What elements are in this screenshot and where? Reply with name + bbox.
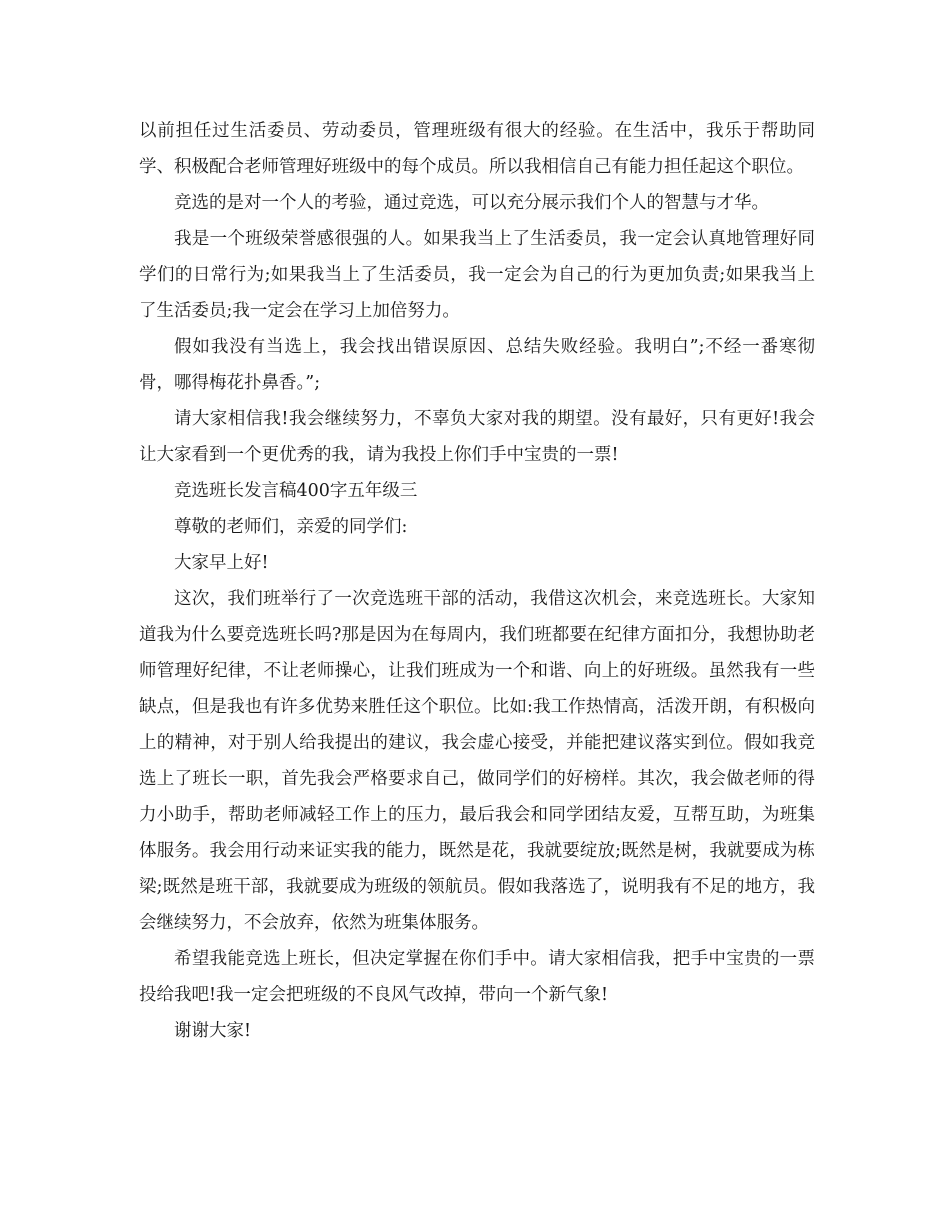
paragraph-2: 竞选的是对一个人的考验，通过竞选，可以充分展示我们个人的智慧与才华。 [174,193,769,213]
document-body [139,113,815,1049]
paragraph-3: 我是一个班级荣誉感很强的人。如果我当上了生活委员，我一定会认真地管理好同学们的日常行为;如果我当上了生活委员，我一定会为自己的行为更加负责;如果我当上了生活委员;我一定会在学习上加倍努力。 [139,229,815,321]
salutation: 尊敬的老师们，亲爱的同学们: [174,517,408,537]
thanks: 谢谢大家! [174,1021,252,1041]
paragraph-1: 以前担任过生活委员、劳动委员，管理班级有很大的经验。在生活中，我乐于帮助同学、积极配合老师管理好班级中的每个成员。所以我相信自己有能力担任起这个职位。 [139,121,815,177]
paragraph-closing: 希望我能竞选上班长，但决定掌握在你们手中。请大家相信我，把手中宝贵的一票投给我吧!我一定会把班级的不良风气改掉，带向一个新气象! [139,949,815,1005]
greeting: 大家早上好! [174,553,269,573]
section-title: 竞选班长发言稿400字五年级三 [174,481,418,501]
paragraph-body-main: 这次，我们班举行了一次竞选班干部的活动，我借这次机会，来竞选班长。大家知道我为什么要竞选班长吗?那是因为在每周内，我们班都要在纪律方面扣分，我想协助老师管理好纪律，不让老师操心，让我们班成为一个和谐、向上的好班级。虽然我有一些缺点，但是我也有许多优势来胜任这个职位。比如:我工作热情高，活泼开朗，有积极向上的精神，对于别人给我提出的建议，我会虚心接受，并能把建议落实到位。假如我竞选上了班长一职，首先我会严格要求自己，做同学们的好榜样。其次，我会做老师的得力小助手，帮助老师减轻工作上的压力，最后我会和同学团结友爱，互帮互助，为班集体服务。我会用行动来证实我的能力，既然是花，我就要绽放;既然是树，我就要成为栋梁;既然是班干部，我就要成为班级的领航员。假如我落选了，说明我有不足的地方，我会继续努力，不会放弃，依然为班集体服务。 [139,589,815,933]
paragraph-4: 假如我没有当选上，我会找出错误原因、总结失败经验。我明白”;不经一番寒彻骨，哪得梅花扑鼻香。”; [139,337,815,393]
paragraph-5: 请大家相信我!我会继续努力，不辜负大家对我的期望。没有最好，只有更好!我会让大家看到一个更优秀的我，请为我投上你们手中宝贵的一票! [139,409,815,465]
